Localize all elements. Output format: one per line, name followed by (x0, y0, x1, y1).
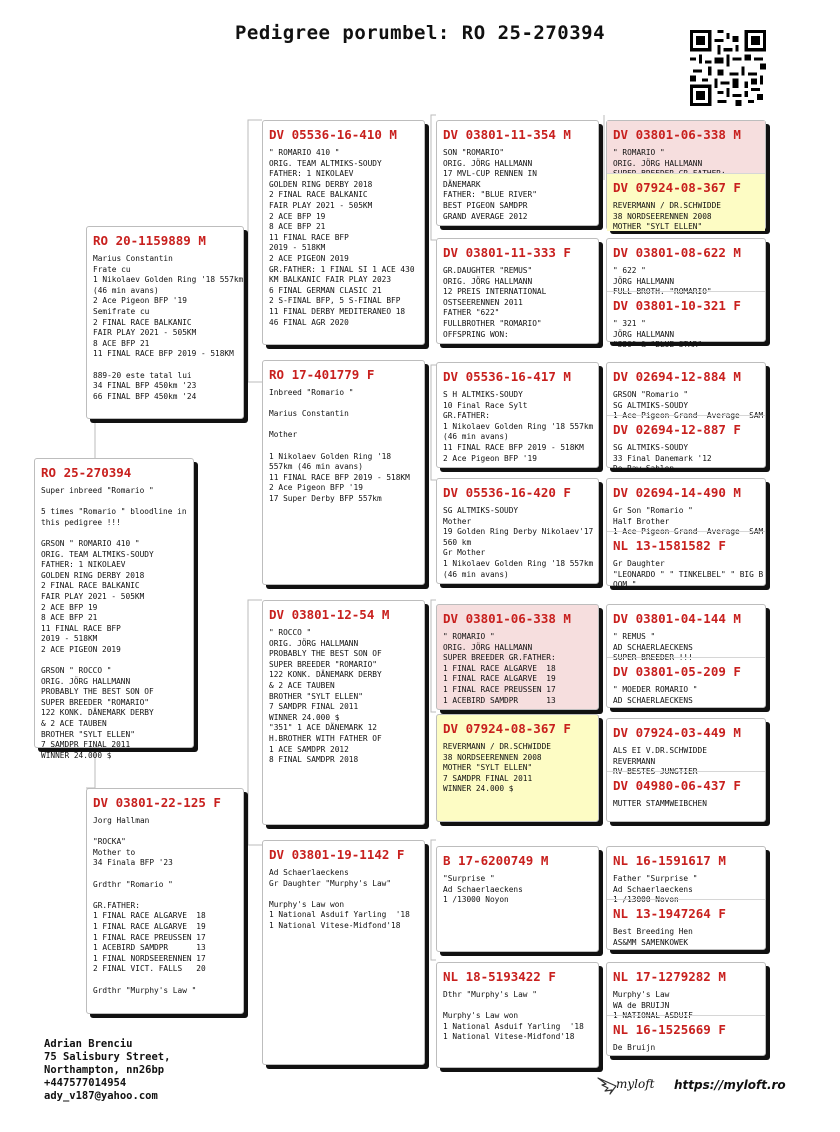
pigeon-id: DV 05536-16-410 M (269, 127, 397, 142)
pigeon-card-gen4[interactable] (436, 846, 599, 952)
pigeon-id: NL 13-1947264 F (613, 906, 726, 921)
pigeon-pair-gen5 (606, 362, 766, 474)
pigeon-id: DV 07924-08-367 F (613, 180, 741, 195)
pigeon-pair-gen5 (606, 120, 766, 230)
pigeon-card-gen4[interactable] (436, 604, 599, 710)
pigeon-notes: REVERMANN / DR.SCHWIDDE 38 NORDSEERENNEN 2008 MOTHER "SYLT ELLEN" 7 SAMDPR FINAL 2011 WINNER 24.000 $ (443, 742, 551, 794)
pigeon-notes: GR.DAUGHTER "REMUS" ORIG. JÖRG HALLMANN 12 PREIS INTERNATIONAL OSTSEERENNEN 2011 FATHER "622" FULLBROTHER "ROMARIO" OFFSPRING WON: (443, 266, 547, 339)
pigeon-card-gen5[interactable] (607, 291, 765, 350)
pigeon-notes: Gr Daughter "LEONARDO " " TINKELBEL" " BIG B OOM " (613, 559, 764, 590)
pigeon-id: DV 03801-12-54 M (269, 607, 390, 622)
pigeon-pair-gen5 (606, 238, 766, 350)
pigeon-card-gen5[interactable] (607, 1015, 765, 1057)
pigeon-card-gen4[interactable] (436, 478, 599, 584)
pigeon-notes: Ad Schaerlaeckens Gr Daughter "Murphy's Law" Murphy's Law won 1 National Asduif Yarling '18 1 National Vitese-Midfond'18 (269, 868, 410, 930)
pigeon-notes: GRSON "Romario " SG ALTMIKS-SOUDY 1 Ace Pigeon Grand Average SAM (613, 390, 764, 421)
pigeon-id: NL 18-5193422 F (443, 969, 556, 984)
pigeon-notes: " ROMARIO " ORIG. JÖRG HALLMANN (613, 148, 703, 168)
pigeon-card-gen4[interactable] (436, 362, 599, 468)
pigeon-id: DV 03801-06-338 M (443, 611, 571, 626)
pigeon-id: DV 05536-16-417 M (443, 369, 571, 384)
pigeon-id: NL 16-1591617 M (613, 853, 726, 868)
pigeon-notes: Gr Son "Romario " Half Brother 1 Ace Pigeon Grand Average SAM (613, 506, 764, 537)
pigeon-id: DV 04980-06-437 F (613, 778, 741, 793)
pigeon-card-gen5[interactable] (607, 121, 765, 173)
pigeon-notes: De Bruijn (613, 1043, 656, 1052)
pigeon-notes: Father "Surprise " Ad Schaerlaeckens 1 /13000 Novon (613, 874, 698, 905)
pigeon-id: NL 13-1581582 F (613, 538, 726, 553)
pigeon-card-dam[interactable] (86, 788, 244, 1014)
pigeon-notes: " REMUS " AD SCHAERLAECKENS SUPER BREEDER !!! (613, 632, 693, 663)
pigeon-pair-gen5 (606, 962, 766, 1056)
pigeon-card-gen5[interactable] (607, 531, 765, 590)
pigeon-pair-gen5 (606, 604, 766, 708)
pigeon-card-gen5[interactable] (607, 415, 765, 474)
pigeon-notes: " ROCCO " ORIG. JÖRG HALLMANN PROBABLY THE BEST SON OF SUPER BREEDER "ROMARIO" 122 KONK. DÄNEMARK DERBY & 2 ACE TAUBEN BROTHER "SYLT ELLEN" 7 SAMDPR FINAL 2011 WINNER 24.000 $ "351" 1 ACE DÄNEMARK 12 H.BROTHER WITH FATHER OF 1 ACE SAMDPR 2012 8 FINAL SAMDPR 2018 (269, 628, 382, 765)
pigeon-card-gen4[interactable] (436, 714, 599, 822)
pigeon-id: DV 07924-03-449 M (613, 725, 741, 740)
pigeon-notes: " ROMARIO " ORIG. JÖRG HALLMANN SUPER BREEDER GR.FATHER: 1 FINAL RACE ALGARVE 18 1 FINAL RACE ALGARVE 19 1 FINAL RACE PREUSSEN 17 1 ACEBIRD SAMDPR 13 (443, 632, 556, 705)
pigeon-card-gen5[interactable] (607, 479, 765, 537)
myloft-logo: myloft (616, 1077, 655, 1091)
pigeon-card-subject[interactable] (34, 458, 194, 760)
pigeon-pair-gen5 (606, 478, 766, 590)
pigeon-card-gen5[interactable] (607, 847, 765, 905)
pigeon-notes: SG ALTMIKS-SOUDY Mother 19 Golden Ring Derby Nikolaev'17 560 km Gr Mother 1 Nikolaev Golden Ring '18 557km (46 min avans) (443, 506, 594, 579)
page-title: Pedigree porumbel: RO 25-270394 (234, 22, 606, 44)
pigeon-id: DV 02694-12-884 M (613, 369, 741, 384)
pigeon-notes: SON "ROMARIO" ORIG. JÖRG HALLMANN 17 MVL-CUP RENNEN IN DÄNEMARK FATHER: "BLUE RIVER" BEST PIGEON SAMDPR GRAND AVERAGE 2012 (443, 148, 537, 221)
pigeon-notes: " MOEDER ROMARIO " AD SCHAERLAECKENS (613, 685, 698, 705)
pigeon-id: DV 02694-14-490 M (613, 485, 741, 500)
pigeon-id: DV 02694-12-887 F (613, 422, 741, 437)
pigeon-notes: Super inbreed "Romario " 5 times "Romario " bloodline in this pedigree !!! GRSON " ROMARIO 410 " ORIG. TEAM ALTMIKS-SOUDY FATHER: 1 NIKOLAEV GOLDEN RING DERBY 2018 2 FINAL RACE BALKANIC FAIR PLAY 2021 - 505KM 2 ACE BFP 19 8 ACE BFP 21 11 FINAL RACE BFP 2019 - 518KM 2 ACE PIGEON 2019 GRSON " ROCCO " ORIG. JÖRG HALLMANN PROBABLY THE BEST SON OF SUPER BREEDER "ROMARIO" 122 KONK. DÄNEMARK DERBY & 2 ACE TAUBEN BROTHER "SYLT ELLEN" 7 SAMDPR FINAL 2011 WINNER 24.000 $ (41, 486, 187, 760)
pigeon-notes: REVERMANN / DR.SCHWIDDE 38 NORDSEERENNEN 2008 MOTHER "SYLT ELLEN" (613, 201, 721, 232)
pigeon-id: DV 03801-05-209 F (613, 664, 741, 679)
pigeon-id: DV 03801-11-333 F (443, 245, 571, 260)
pigeon-notes: "Surprise " Ad Schaerlaeckens 1 /13000 Noyon (443, 874, 523, 905)
breeder-contact: Adrian Brenciu 75 Salisbury Street, Northampton, nn26bp +447577014954 ady_v187@yahoo.com (44, 1038, 171, 1102)
pigeon-id: DV 03801-06-338 M (613, 127, 741, 142)
website-link[interactable]: https://myloft.ro (674, 1078, 786, 1092)
pigeon-notes: S H ALTMIKS-SOUDY 10 Final Race Sylt GR.FATHER: 1 Nikolaev Golden Ring '18 557km (46 min avans) 11 FINAL RACE BFP 2019 - 518KM 2 Ace Pigeon BFP '19 (443, 390, 594, 463)
pigeon-card-gen5[interactable] (607, 657, 765, 709)
pigeon-card-gen4[interactable] (436, 962, 599, 1068)
pigeon-notes: Best Breeding Hen AS&MM SAMENKOWEK (613, 927, 693, 947)
pigeon-id: DV 03801-11-354 M (443, 127, 571, 142)
pigeon-pair-gen5 (606, 718, 766, 822)
pigeon-card-sire[interactable] (86, 226, 244, 419)
pigeon-id: DV 03801-22-125 F (93, 795, 221, 810)
pigeon-id: DV 07924-08-367 F (443, 721, 571, 736)
pigeon-id: RO 17-401779 F (269, 367, 375, 382)
pigeon-id: RO 20-1159889 M (93, 233, 206, 248)
pigeon-notes: Inbreed "Romario " Marius Constantin Mother 1 Nikolaev Golden Ring '18 557km (46 min avans) 11 FINAL RACE BFP 2019 - 518KM 2 Ace Pigeon BFP '19 17 Super Derby BFP 557km (269, 388, 410, 503)
pigeon-id: DV 05536-16-420 F (443, 485, 571, 500)
pigeon-notes: " 622 " JÖRG HALLMANN FULL BROTH. "ROMARIO" (613, 266, 712, 297)
pigeon-card-gen5[interactable] (607, 363, 765, 421)
pigeon-id: DV 03801-10-321 F (613, 298, 741, 313)
pigeon-id: DV 03801-08-622 M (613, 245, 741, 260)
pigeon-card-gen5[interactable] (607, 771, 765, 823)
pigeon-id: DV 03801-04-144 M (613, 611, 741, 626)
pigeon-notes: " 321 " JÖRG HALLMANN "330" & "BLUE STAR" (613, 319, 703, 350)
pigeon-notes: MUTTER STAMMWEIBCHEN (613, 799, 707, 808)
pigeon-card-gen5[interactable] (607, 963, 765, 1021)
pigeon-notes: ALS EI V.DR.SCHWIDDE REVERMANN RV BESTES JUNGTIER (613, 746, 707, 777)
pigeon-notes: Marius Constantin Frate cu 1 Nikolaev Golden Ring '18 557km (46 min avans) 2 Ace Pigeon BFP '19 Semifrate cu 2 FINAL RACE BALKANIC FAIR PLAY 2021 - 505KM 8 ACE BFP 21 11 FINAL RACE BFP 2019 - 518KM 889-20 este tatal lui 34 FINAL BFP 450km '23 66 FINAL BFP 450km '24 (93, 254, 244, 401)
pigeon-card-gen4[interactable] (436, 238, 599, 344)
pigeon-id: DV 03801-19-1142 F (269, 847, 405, 862)
pigeon-id: NL 17-1279282 M (613, 969, 726, 984)
pigeon-card-gen3[interactable] (262, 600, 425, 825)
pigeon-notes: " ROMARIO 410 " ORIG. TEAM ALTMIKS-SOUDY FATHER: 1 NIKOLAEV GOLDEN RING DERBY 2018 2 FINAL RACE BALKANIC FAIR PLAY 2021 - 505KM 2 ACE BFP 19 8 ACE BFP 21 11 FINAL RACE BFP 2019 - 518KM 2 ACE PIGEON 2019 GR.FATHER: 1 FINAL SI 1 ACE 430 KM BALKANIC FAIR PLAY 2023 6 FINAL GERMAN CLASIC 21 2 S-FINAL BFP, 5 S-FINAL BFP 11 FINAL DERBY MEDITERANEO 18 46 FINAL AGR 2020 (269, 148, 415, 327)
pigeon-pair-gen5 (606, 846, 766, 950)
pigeon-id: B 17-6200749 M (443, 853, 549, 868)
pigeon-notes: Murphy's Law WA de BRUIJN 1 NATIONAL ASDUIF (613, 990, 693, 1021)
pigeon-card-gen5[interactable] (607, 719, 765, 777)
pigeon-card-gen4[interactable] (436, 120, 599, 226)
pigeon-card-gen5[interactable] (607, 239, 765, 297)
pigeon-card-gen3[interactable] (262, 360, 425, 585)
pigeon-card-gen5[interactable] (607, 605, 765, 663)
pigeon-card-gen5[interactable] (607, 899, 765, 951)
pigeon-notes: Dthr "Murphy's Law " Murphy's Law won 1 National Asduif Yarling '18 1 National Vitese-Midfond'18 (443, 990, 584, 1042)
pigeon-id: NL 16-1525669 F (613, 1022, 726, 1037)
pigeon-id: RO 25-270394 (41, 465, 132, 480)
pigeon-card-gen3[interactable] (262, 840, 425, 1065)
pigeon-notes: Jorg Hallman "ROCKA" Mother to 34 Finala BFP '23 Grdthr "Romario " GR.FATHER: 1 FINAL RACE ALGARVE 18 1 FINAL RACE ALGARVE 19 1 FINAL RACE PREUSSEN 17 1 ACEBIRD SAMDPR 13 1 FINAL NORDSEERENNEN 17 2 FINAL VICT. FALLS 20 Grdthr "Murphy's Law " (93, 816, 206, 995)
pigeon-notes: SG ALTMIKS-SOUDY 33 Final Danemark '12 De Raw Sablon (613, 443, 712, 474)
pigeon-card-gen5[interactable] (607, 173, 765, 231)
pigeon-card-gen3[interactable] (262, 120, 425, 345)
